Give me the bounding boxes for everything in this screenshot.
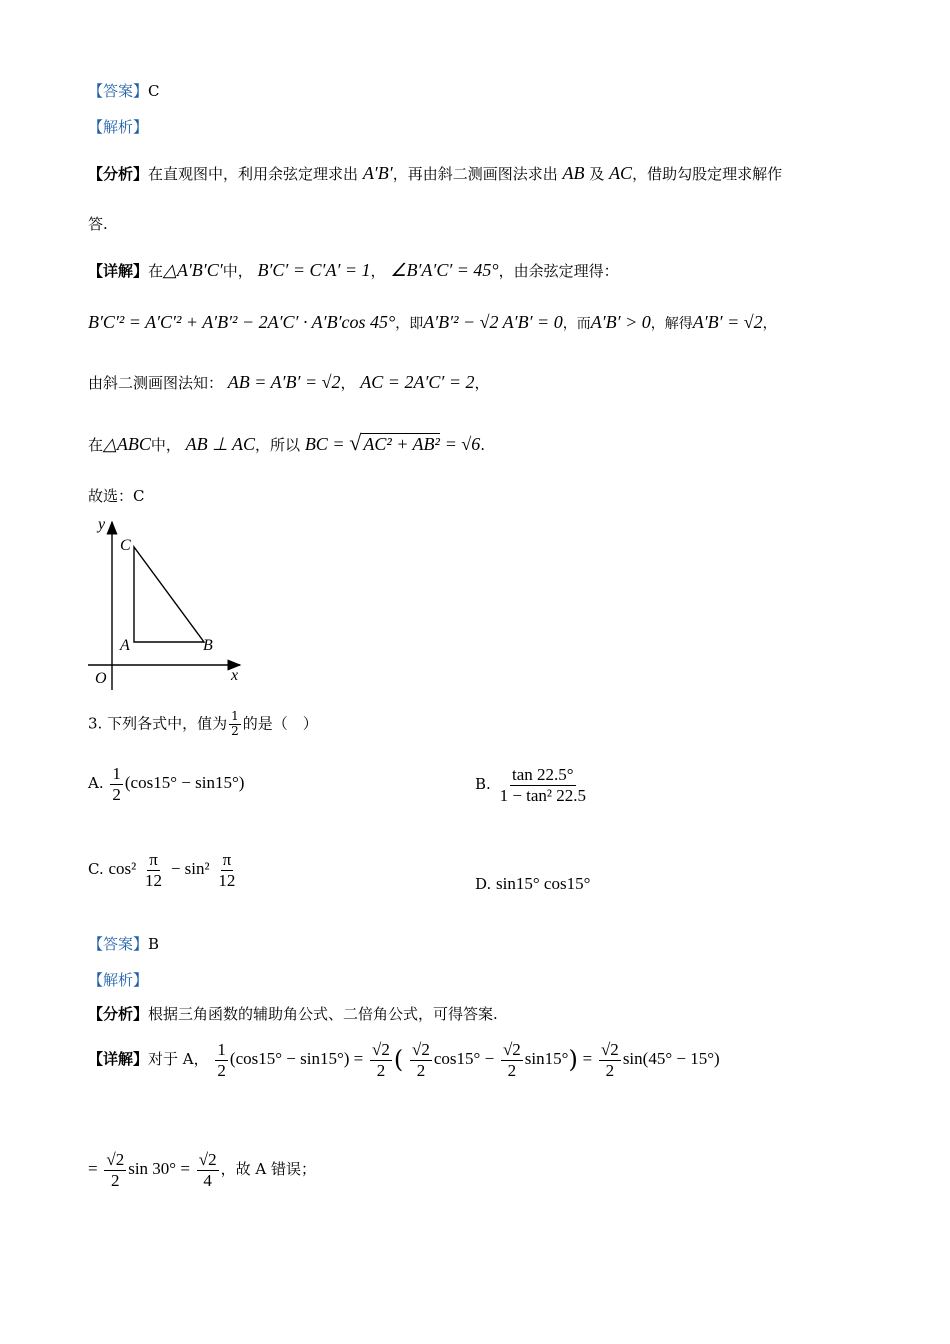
label-x: x xyxy=(231,667,239,684)
answer-label: 【答案】 xyxy=(88,82,149,100)
text: 在 xyxy=(88,436,104,454)
fenxi-text: ，借助勾股定理求解作 xyxy=(632,165,783,183)
option-b[interactable] xyxy=(475,765,590,805)
fenxi-text: 及 xyxy=(589,165,605,183)
left-paren: ( xyxy=(393,1045,404,1074)
num: 1 xyxy=(112,764,121,783)
math-expr: AB ⊥ AC xyxy=(185,434,256,454)
fenxi-line-2 xyxy=(88,215,108,233)
text: ， xyxy=(474,374,490,392)
num: √2 xyxy=(600,1040,619,1059)
den: 12 xyxy=(218,870,236,890)
math-expr: B′C′ = C′A′ = 1 xyxy=(257,260,371,280)
option-a[interactable] xyxy=(88,764,244,804)
xj-text: ， xyxy=(370,262,386,280)
num: tan 22.5° xyxy=(512,765,574,784)
jiexi-label: 【解析】 xyxy=(88,118,149,136)
label-c: C xyxy=(120,537,131,554)
answer-line xyxy=(88,82,160,100)
fraction xyxy=(599,1040,621,1080)
fenxi-line xyxy=(88,163,782,185)
den: 2 xyxy=(217,1060,226,1080)
fenxi-label: 【分析】 xyxy=(88,1005,149,1023)
triangle xyxy=(134,547,204,642)
den: 12 xyxy=(145,870,163,890)
math-expr: △ABC xyxy=(103,434,151,454)
math-expr: AC xyxy=(609,163,633,183)
text: 由斜二测画图法知： xyxy=(88,374,224,392)
num: 1 xyxy=(231,709,239,723)
den: 2 xyxy=(111,1170,120,1190)
stem-text: 3. 下列各式中，值为 xyxy=(88,714,228,733)
label-a: A xyxy=(120,637,130,654)
text: ，所以 xyxy=(255,436,301,454)
num: √2 xyxy=(198,1150,217,1169)
stem-text: 的是（ ） xyxy=(242,714,318,733)
num: 1 xyxy=(217,1040,226,1059)
num: √2 xyxy=(372,1040,390,1059)
right-paren: ) xyxy=(568,1045,578,1074)
den: 2 xyxy=(416,1060,426,1080)
xiexi-line xyxy=(88,372,489,394)
math-expr: AB xyxy=(562,163,585,183)
option-d[interactable] xyxy=(475,874,590,894)
math-expr: = √6 xyxy=(444,434,481,454)
q3-xiangjie-line xyxy=(88,1040,720,1080)
option-c-label: C. xyxy=(88,860,104,879)
den: 4 xyxy=(203,1170,212,1190)
answer-value: B xyxy=(148,935,160,953)
xj-text: 对于 A， xyxy=(148,1050,209,1069)
fraction xyxy=(498,765,588,805)
math-expr: A′B′ = √2 xyxy=(692,312,763,332)
xj-text: ，故 A 错误； xyxy=(220,1160,316,1179)
option-a-label: A. xyxy=(88,774,104,793)
q3-stem xyxy=(88,710,318,739)
xiangjie-label: 【详解】 xyxy=(88,262,149,280)
label-y: y xyxy=(98,516,106,533)
label-b: B xyxy=(203,637,213,654)
num: π xyxy=(149,850,158,869)
math-expr: cos15° − xyxy=(433,1049,495,1069)
math-expr: BC = xyxy=(304,434,345,454)
text: . xyxy=(480,436,486,454)
math-expr: sin15° xyxy=(524,1049,569,1069)
math-expr: A′B′ > 0 xyxy=(590,312,651,332)
math-expr: ∠B′A′C′ = 45° xyxy=(390,260,499,280)
fraction xyxy=(110,764,123,804)
den: 2 xyxy=(507,1060,517,1080)
num: √2 xyxy=(502,1040,521,1059)
num: √2 xyxy=(412,1040,430,1059)
math-expr: B′C′² = A′C′² + A′B′² − 2A′C′ · A′B′cos 45° xyxy=(88,312,396,332)
option-a-expr: (cos15° − sin15°) xyxy=(124,773,245,793)
math-expr: AC = 2A′C′ = 2 xyxy=(360,372,475,392)
xj-text: ，由余弦定理得： xyxy=(498,262,619,280)
option-d-label: D. xyxy=(475,875,492,893)
fenxi-text: 在直观图中，利用余弦定理求出 xyxy=(148,165,359,183)
math-expr: cos² xyxy=(108,859,137,879)
fraction xyxy=(229,710,241,739)
xj-text: ，解得 xyxy=(650,316,693,332)
math-expr: AC² + AB² xyxy=(363,434,440,454)
math-expr: = xyxy=(582,1049,593,1069)
q3-xiangjie-line-2 xyxy=(88,1150,316,1190)
math-expr: AB = A′B′ = √2 xyxy=(227,372,341,392)
math-expr: △A′B′C′ xyxy=(163,260,223,280)
q3-fenxi-line xyxy=(88,1005,498,1023)
text: ， xyxy=(340,374,356,392)
option-b-label: B. xyxy=(475,775,491,794)
fenxi-text: ，再由斜二测画图法求出 xyxy=(392,165,558,183)
fraction xyxy=(501,1040,523,1080)
xiangjie-eq-line xyxy=(88,312,777,334)
math-expr: A′B′ xyxy=(362,163,393,183)
math-expr: = xyxy=(88,1159,98,1179)
xj-text: ，而 xyxy=(562,316,591,332)
math-expr: A′B′² − √2 A′B′ = 0 xyxy=(423,312,563,332)
fraction xyxy=(104,1150,126,1190)
pythagoras-line: 在△ABC中， AB ⊥ AC，所以 BC = √ AC² + AB² = √6. xyxy=(88,430,486,455)
xj-text: ，即 xyxy=(395,316,424,332)
option-d-expr: sin15° cos15° xyxy=(496,874,591,893)
math-expr: sin(45° − 15°) xyxy=(622,1049,720,1069)
xiangjie-label: 【详解】 xyxy=(88,1050,149,1069)
fraction xyxy=(143,850,164,890)
q3-jiexi-line xyxy=(88,971,148,989)
fenxi-text: 答. xyxy=(88,215,108,233)
xj-text: ， xyxy=(762,316,777,332)
fenxi-label: 【分析】 xyxy=(88,165,149,183)
fenxi-text: 根据三角函数的辅助角公式、二倍角公式，可得答案. xyxy=(148,1005,498,1023)
fraction xyxy=(410,1040,432,1080)
den: 2 xyxy=(231,723,239,738)
num: √2 xyxy=(106,1150,125,1169)
den: 2 xyxy=(376,1060,386,1080)
option-c[interactable] xyxy=(88,850,239,890)
triangle-figure xyxy=(86,512,256,692)
fraction xyxy=(370,1040,392,1080)
guxuan-text: 故选：C xyxy=(88,487,145,505)
fraction xyxy=(216,850,237,890)
guxuan-line xyxy=(88,487,144,505)
jiexi-line xyxy=(88,118,148,136)
answer-value: C xyxy=(148,82,160,100)
answer-label: 【答案】 xyxy=(88,935,149,953)
math-expr: − sin² xyxy=(170,859,210,879)
q3-answer-line xyxy=(88,935,159,953)
jiexi-label: 【解析】 xyxy=(88,971,149,989)
xj-text: 中， xyxy=(222,262,253,280)
math-expr: sin 30° = xyxy=(128,1159,190,1179)
den: 2 xyxy=(112,784,121,804)
den: 2 xyxy=(605,1060,615,1080)
math-expr: (cos15° − sin15°) = xyxy=(229,1049,364,1069)
fraction xyxy=(197,1150,219,1190)
num: π xyxy=(222,850,232,869)
label-o: O xyxy=(95,670,107,687)
fraction xyxy=(215,1040,228,1080)
den: 1 − tan² 22.5 xyxy=(499,785,587,805)
text: 中， xyxy=(150,436,181,454)
xj-text: 在 xyxy=(148,262,164,280)
xiangjie-line xyxy=(88,260,619,282)
